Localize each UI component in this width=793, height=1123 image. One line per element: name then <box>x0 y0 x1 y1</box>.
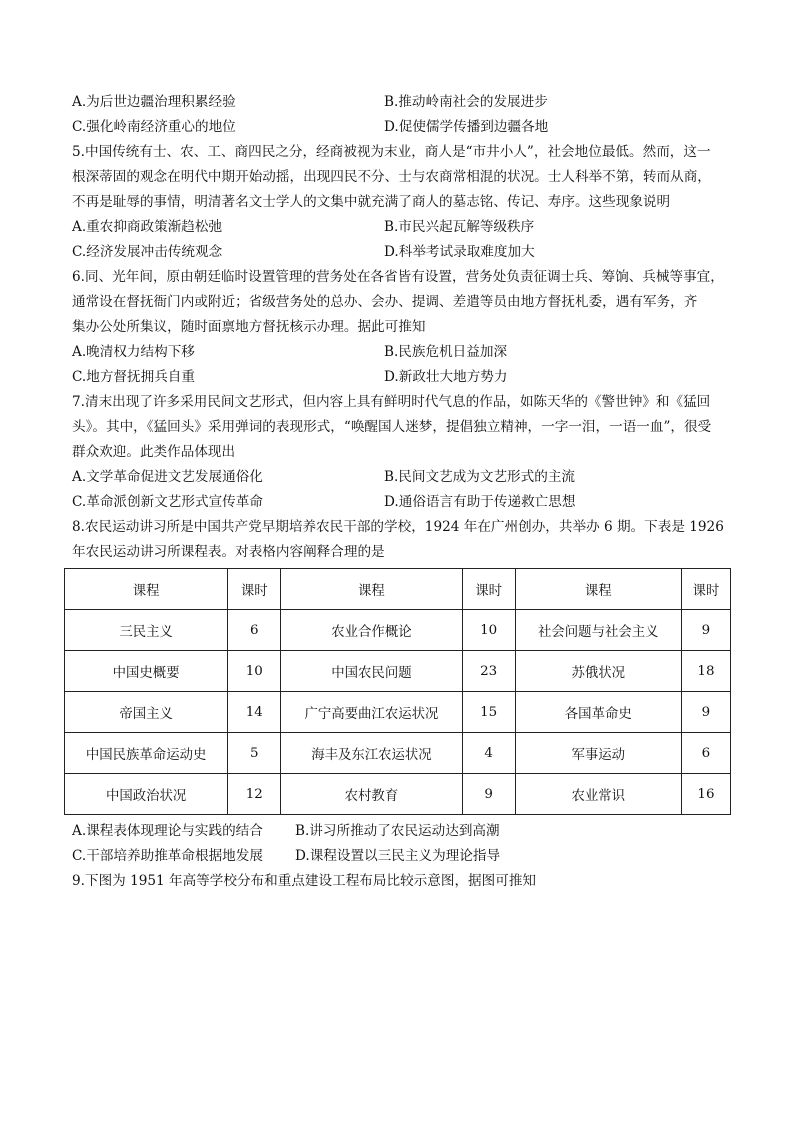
q9-stem <box>72 869 732 894</box>
q8-option-c[interactable]: C.干部培养助推革命根据地发展 <box>72 848 263 864</box>
table-cell: 社会问题与社会主义 <box>515 610 681 651</box>
q5-option-b[interactable]: B.市民兴起瓦解等级秩序 <box>384 219 535 235</box>
q8-stem-line: 8.农民运动讲习所是中国共产党早期培养农民干部的学校，1924 年在广州创办，共举办 6 期。下表是 1926 <box>72 519 724 535</box>
table-cell: 中国农民问题 <box>281 651 462 692</box>
table-header-cell: 课时 <box>228 569 281 610</box>
q4-option-c[interactable]: C.强化岭南经济重心的地位 <box>72 119 236 135</box>
table-cell: 中国民族革命运动史 <box>65 733 228 774</box>
table-cell: 23 <box>462 651 515 692</box>
q8-option-d[interactable]: D.课程设置以三民主义为理论指导 <box>295 848 501 864</box>
table-row <box>65 651 731 692</box>
q6-option-c[interactable]: C.地方督抚拥兵自重 <box>72 369 195 385</box>
q5-stem-line: 不再是耻辱的事情，明清著名文士学人的文集中就充满了商人的墓志铭、传记、寿序。这些现象说明 <box>72 194 671 210</box>
q7-option-b[interactable]: B.民间文艺成为文艺形式的主流 <box>384 469 576 485</box>
q7-stem-line: 7.清末出现了许多采用民间文艺形式，但内容上具有鲜明时代气息的作品，如陈天华的《警世钟》和《猛回 <box>72 394 711 410</box>
table-cell: 军事运动 <box>515 733 681 774</box>
table-cell: 帝国主义 <box>65 692 228 733</box>
q6-stem <box>72 265 732 340</box>
table-cell: 中国史概要 <box>65 651 228 692</box>
table-cell: 农业合作概论 <box>281 610 462 651</box>
table-cell: 各国革命史 <box>515 692 681 733</box>
exam-page <box>72 90 732 894</box>
q9-stem-line: 9.下图为 1951 年高等学校分布和重点建设工程布局比较示意图，据图可推知 <box>72 873 537 889</box>
q5-options-row-2 <box>72 240 732 265</box>
q4-option-b[interactable]: B.推动岭南社会的发展进步 <box>384 94 548 110</box>
q8-stem <box>72 515 732 565</box>
table-cell: 中国政治状况 <box>65 774 228 815</box>
table-cell: 农村教育 <box>281 774 462 815</box>
q6-options-row-2 <box>72 365 732 390</box>
table-cell: 6 <box>228 610 281 651</box>
table-cell: 海丰及东江农运状况 <box>281 733 462 774</box>
table-cell: 农业常识 <box>515 774 681 815</box>
table-row <box>65 610 731 651</box>
course-schedule-table <box>64 568 731 815</box>
table-cell: 9 <box>681 610 730 651</box>
table-cell: 12 <box>228 774 281 815</box>
q7-stem-line: 群众欢迎。此类作品体现出 <box>72 444 236 460</box>
q8-options-row-2 <box>72 844 732 869</box>
table-cell: 5 <box>228 733 281 774</box>
table-header-cell: 课程 <box>65 569 228 610</box>
table-header-cell: 课时 <box>681 569 730 610</box>
q5-options-row-1 <box>72 215 732 240</box>
table-cell: 10 <box>462 610 515 651</box>
table-cell: 6 <box>681 733 730 774</box>
table-header-row <box>65 569 731 610</box>
q6-options-row-1 <box>72 340 732 365</box>
table-cell: 三民主义 <box>65 610 228 651</box>
table-header-cell: 课程 <box>281 569 462 610</box>
q8-stem-line: 年农民运动讲习所课程表。对表格内容阐释合理的是 <box>72 544 385 560</box>
table-row <box>65 733 731 774</box>
q8-option-b[interactable]: B.讲习所推动了农民运动达到高潮 <box>295 823 500 839</box>
q5-option-c[interactable]: C.经济发展冲击传统观念 <box>72 244 223 260</box>
q6-option-b[interactable]: B.民族危机日益加深 <box>384 344 508 360</box>
table-cell: 14 <box>228 692 281 733</box>
q6-option-d[interactable]: D.新政壮大地方势力 <box>384 369 508 385</box>
table-cell: 广宁高要曲江农运状况 <box>281 692 462 733</box>
q6-stem-line: 通常设在督抚衙门内或附近；省级营务处的总办、会办、提调、差遣等员由地方督抚札委，遇有军务，齐 <box>72 294 698 310</box>
table-cell: 4 <box>462 733 515 774</box>
q4-option-a[interactable]: A.为后世边疆治理积累经验 <box>72 94 236 110</box>
q8-options-row-1 <box>72 819 732 844</box>
table-cell: 18 <box>681 651 730 692</box>
q8-option-a[interactable]: A.课程表体现理论与实践的结合 <box>72 823 263 839</box>
q7-option-d[interactable]: D.通俗语言有助于传递救亡思想 <box>384 494 576 510</box>
table-header-cell: 课程 <box>515 569 681 610</box>
q5-option-a[interactable]: A.重农抑商政策渐趋松弛 <box>72 219 223 235</box>
table-cell: 苏俄状况 <box>515 651 681 692</box>
q6-stem-line: 6.同、光年间，原由朝廷临时设置管理的营务处在各省皆有设置，营务处负责征调士兵、筹饷、兵械等事宜， <box>72 269 724 285</box>
q5-stem <box>72 140 732 215</box>
q6-option-a[interactable]: A.晚清权力结构下移 <box>72 344 195 360</box>
q5-stem-line: 5.中国传统有士、农、工、商四民之分，经商被视为末业，商人是“市井小人”，社会地位最低。然而，这一 <box>72 144 711 160</box>
table-cell: 9 <box>681 692 730 733</box>
q7-stem-line: 头》。其中，《猛回头》采用弹词的表现形式，“唤醒国人迷梦，提倡独立精神，一字一泪，一语一血”，很受 <box>72 419 712 435</box>
q4-options-row-2 <box>72 115 732 140</box>
q7-options-row-1 <box>72 465 732 490</box>
table-cell: 16 <box>681 774 730 815</box>
q5-option-d[interactable]: D.科举考试录取难度加大 <box>384 244 535 260</box>
q7-option-a[interactable]: A.文学革命促进文艺发展通俗化 <box>72 469 263 485</box>
table-header-cell: 课时 <box>462 569 515 610</box>
q5-stem-line: 根深蒂固的观念在明代中期开始动摇，出现四民不分、士与农商常相混的状况。士人科举不第，转而从商， <box>72 169 711 185</box>
q6-stem-line: 集办公处所集议，随时面禀地方督抚核示办理。据此可推知 <box>72 319 426 335</box>
q7-options-row-2 <box>72 490 732 515</box>
q4-option-d[interactable]: D.促使儒学传播到边疆各地 <box>384 119 549 135</box>
table-row <box>65 774 731 815</box>
table-row <box>65 692 731 733</box>
table-cell: 10 <box>228 651 281 692</box>
q4-options-row-1 <box>72 90 732 115</box>
table-cell: 9 <box>462 774 515 815</box>
q7-option-c[interactable]: C.革命派创新文艺形式宣传革命 <box>72 494 263 510</box>
q7-stem <box>72 390 732 465</box>
table-cell: 15 <box>462 692 515 733</box>
